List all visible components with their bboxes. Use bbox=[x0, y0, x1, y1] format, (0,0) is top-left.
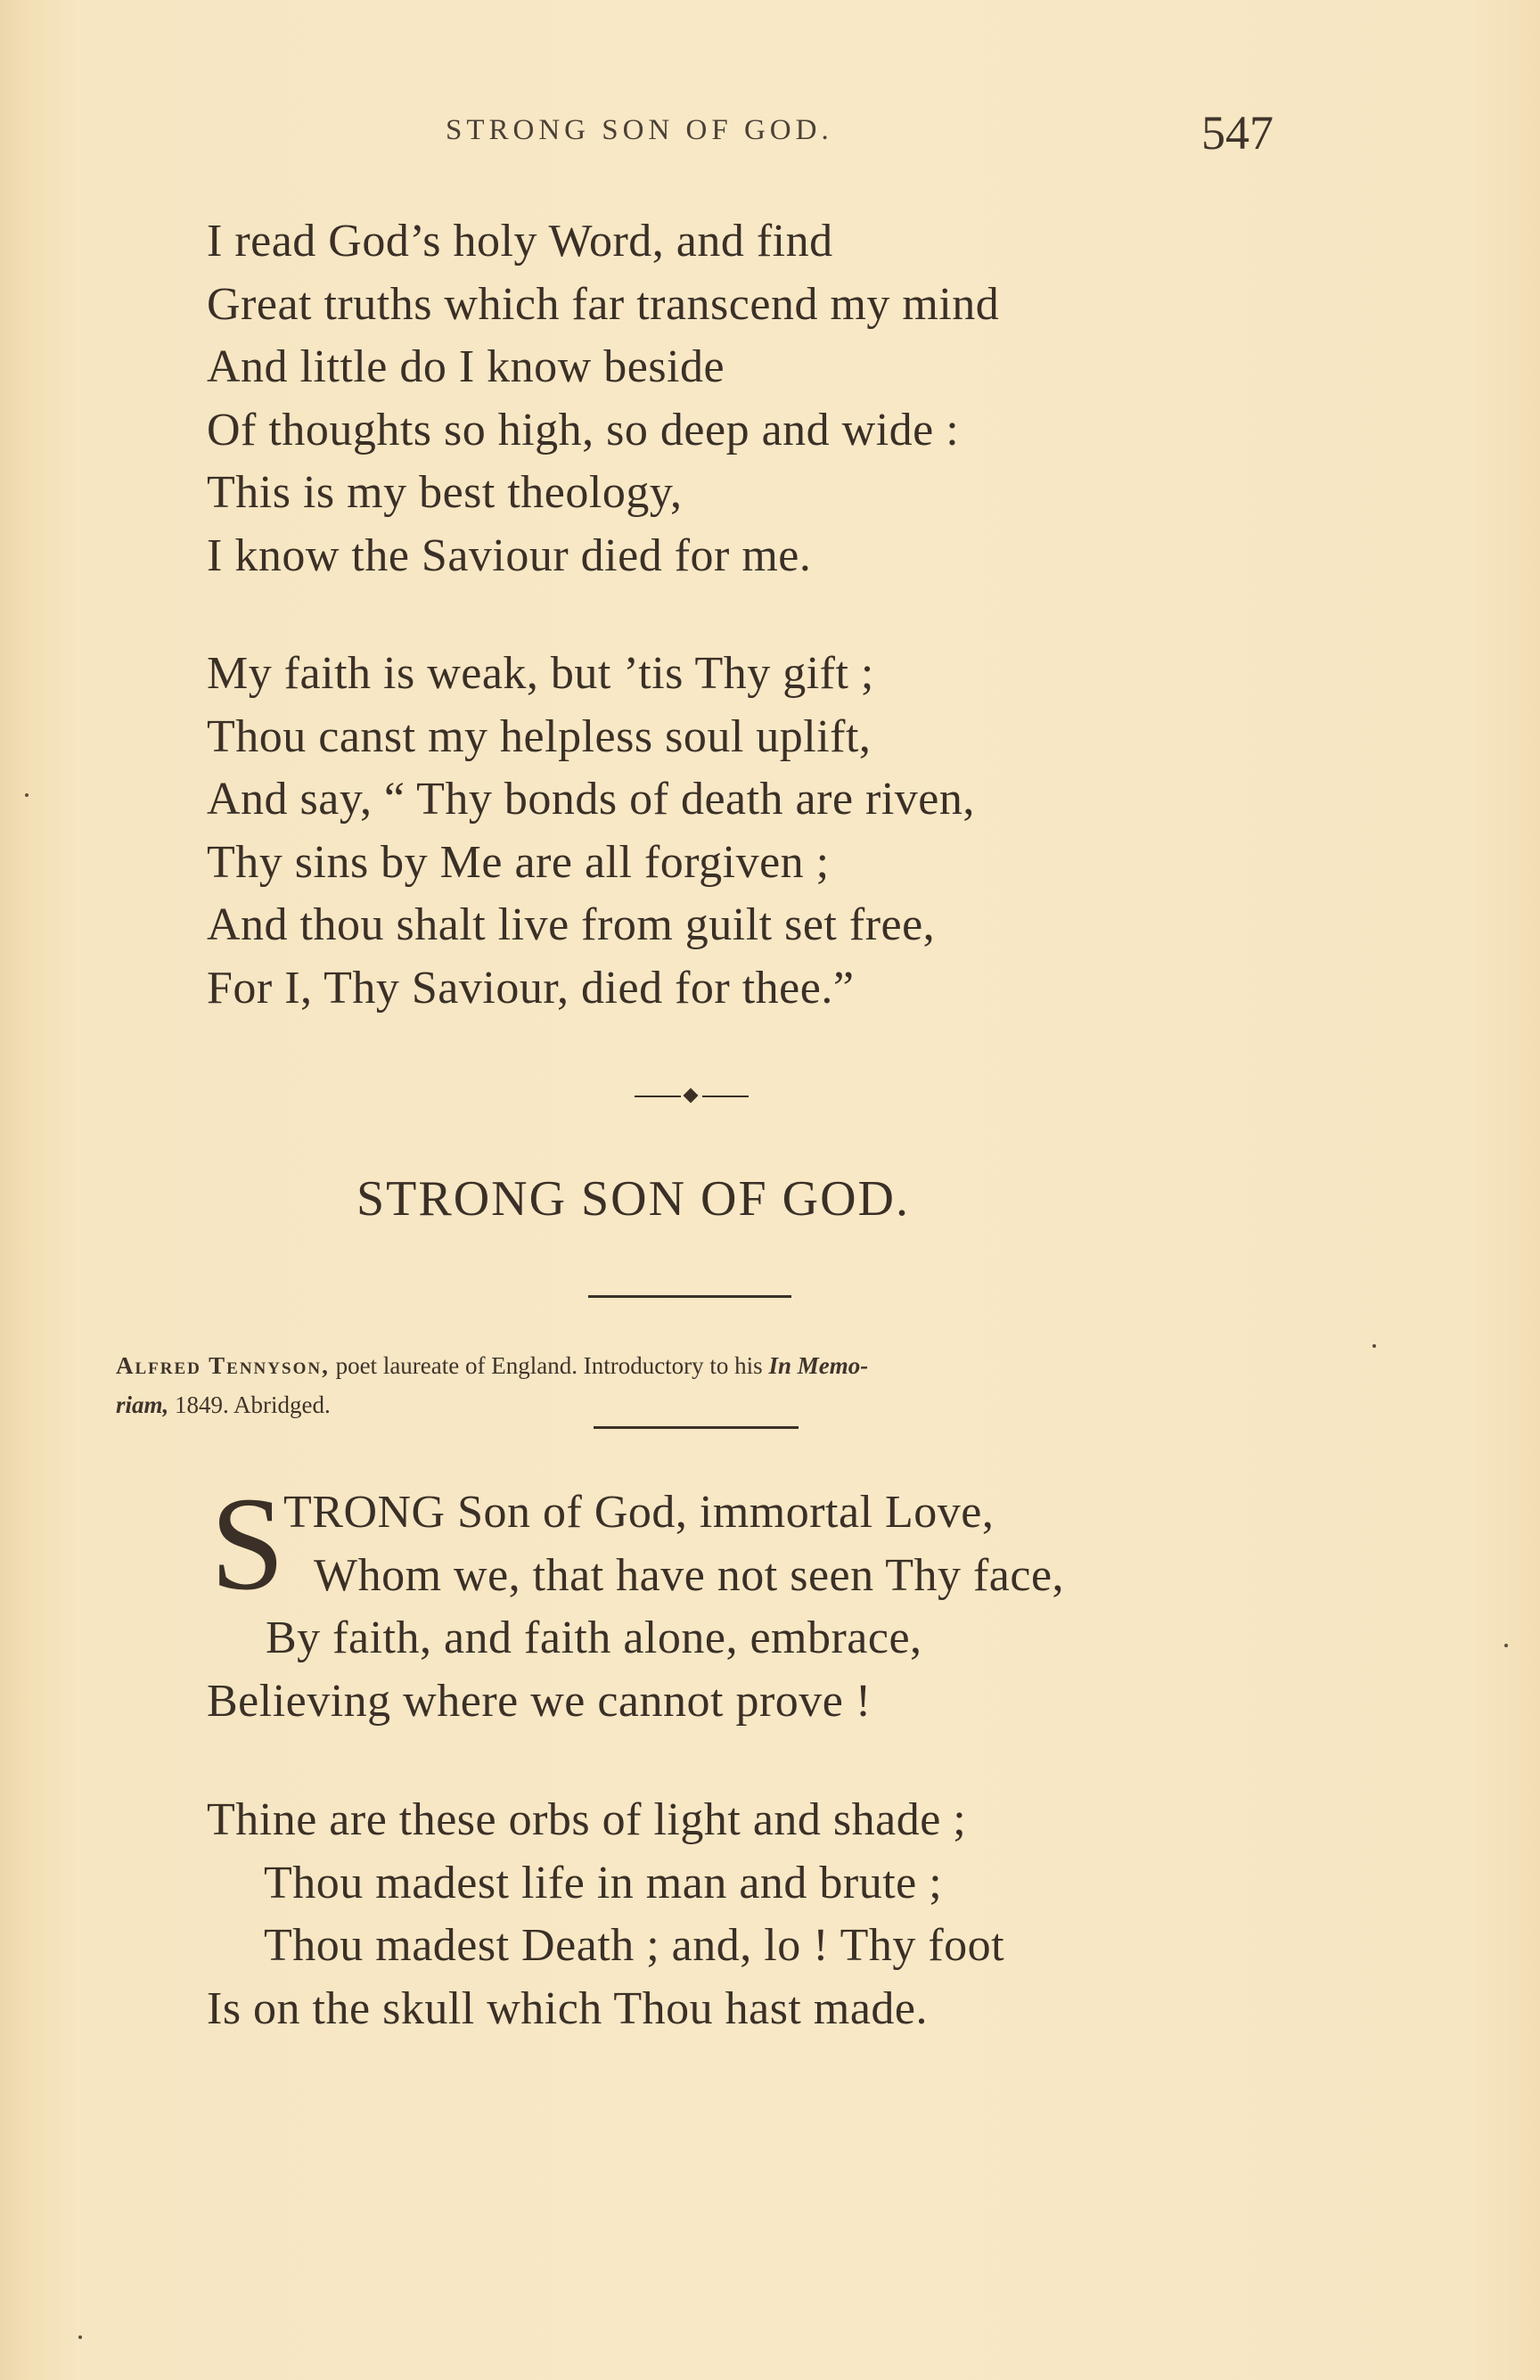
diamond-icon bbox=[684, 1088, 699, 1104]
verse-line: And little do I know beside bbox=[207, 341, 725, 392]
verse-line: Thou madest Death ; and, lo ! Thy foot bbox=[264, 1920, 1005, 1971]
poem-title: STRONG SON OF GOD. bbox=[356, 1171, 910, 1227]
drop-cap: S bbox=[210, 1470, 285, 1618]
verse-line: Believing where we cannot prove ! bbox=[207, 1675, 872, 1727]
verse-line: Whom we, that have not seen Thy face, bbox=[314, 1549, 1065, 1601]
verse-line: And say, “ Thy bonds of death are riven, bbox=[207, 774, 975, 825]
attribution-author: Alfred Tennyson, bbox=[116, 1352, 330, 1379]
running-head: STRONG SON OF GOD. bbox=[446, 114, 833, 146]
verse-line: Thine are these orbs of light and shade ; bbox=[207, 1794, 967, 1845]
verse-line: I read God’s holy Word, and find bbox=[207, 216, 833, 267]
poem-stanza-2 bbox=[207, 1789, 1004, 2040]
verse-line: Thou madest life in man and brute ; bbox=[264, 1857, 943, 1908]
section-divider-ornament bbox=[635, 1086, 749, 1107]
paper-speck bbox=[1504, 1644, 1508, 1647]
verse-line: By faith, and faith alone, embrace, bbox=[266, 1613, 922, 1663]
verse-line: For I, Thy Saviour, died for thee.” bbox=[207, 962, 855, 1014]
verse-line: TRONG Son of God, immortal Love, bbox=[283, 1487, 995, 1538]
verse-line: Thy sins by Me are all forgiven ; bbox=[207, 836, 830, 888]
attribution-work: riam, bbox=[116, 1391, 169, 1418]
verse-line: This is my best theology, bbox=[207, 467, 683, 518]
verse-line: Is on the skull which Thou hast made. bbox=[207, 1982, 928, 2034]
verse-line: And thou shalt live from guilt set free, bbox=[207, 899, 936, 950]
poem-stanza-1-continued bbox=[207, 1607, 922, 1733]
verse-line: I know the Saviour died for me. bbox=[207, 529, 812, 581]
previous-poem-stanza-1 bbox=[207, 210, 999, 587]
attribution-text: poet laureate of England. Introductory to his bbox=[329, 1352, 769, 1379]
verse-line: Of thoughts so high, so deep and wide : bbox=[207, 404, 960, 455]
paper-speck bbox=[1372, 1344, 1376, 1348]
attribution-text: 1849. Abridged. bbox=[168, 1391, 331, 1418]
verse-line: Thou canst my helpless soul uplift, bbox=[207, 710, 872, 762]
title-rule bbox=[588, 1295, 791, 1298]
ornament-bar bbox=[702, 1096, 749, 1097]
attribution-rule bbox=[594, 1426, 799, 1429]
ornament-bar bbox=[635, 1096, 681, 1097]
verse-line: Great truths which far transcend my mind bbox=[207, 278, 1000, 330]
previous-poem-stanza-2 bbox=[207, 643, 975, 1020]
paper-speck bbox=[25, 793, 29, 797]
drop-cap-lines bbox=[283, 1481, 1064, 1607]
verse-line: My faith is weak, but ’tis Thy gift ; bbox=[207, 648, 874, 699]
attribution-work: In Memo- bbox=[768, 1352, 869, 1379]
paper-speck bbox=[78, 2335, 82, 2339]
page-number: 547 bbox=[1201, 106, 1274, 160]
poem-attribution bbox=[116, 1346, 1274, 1424]
